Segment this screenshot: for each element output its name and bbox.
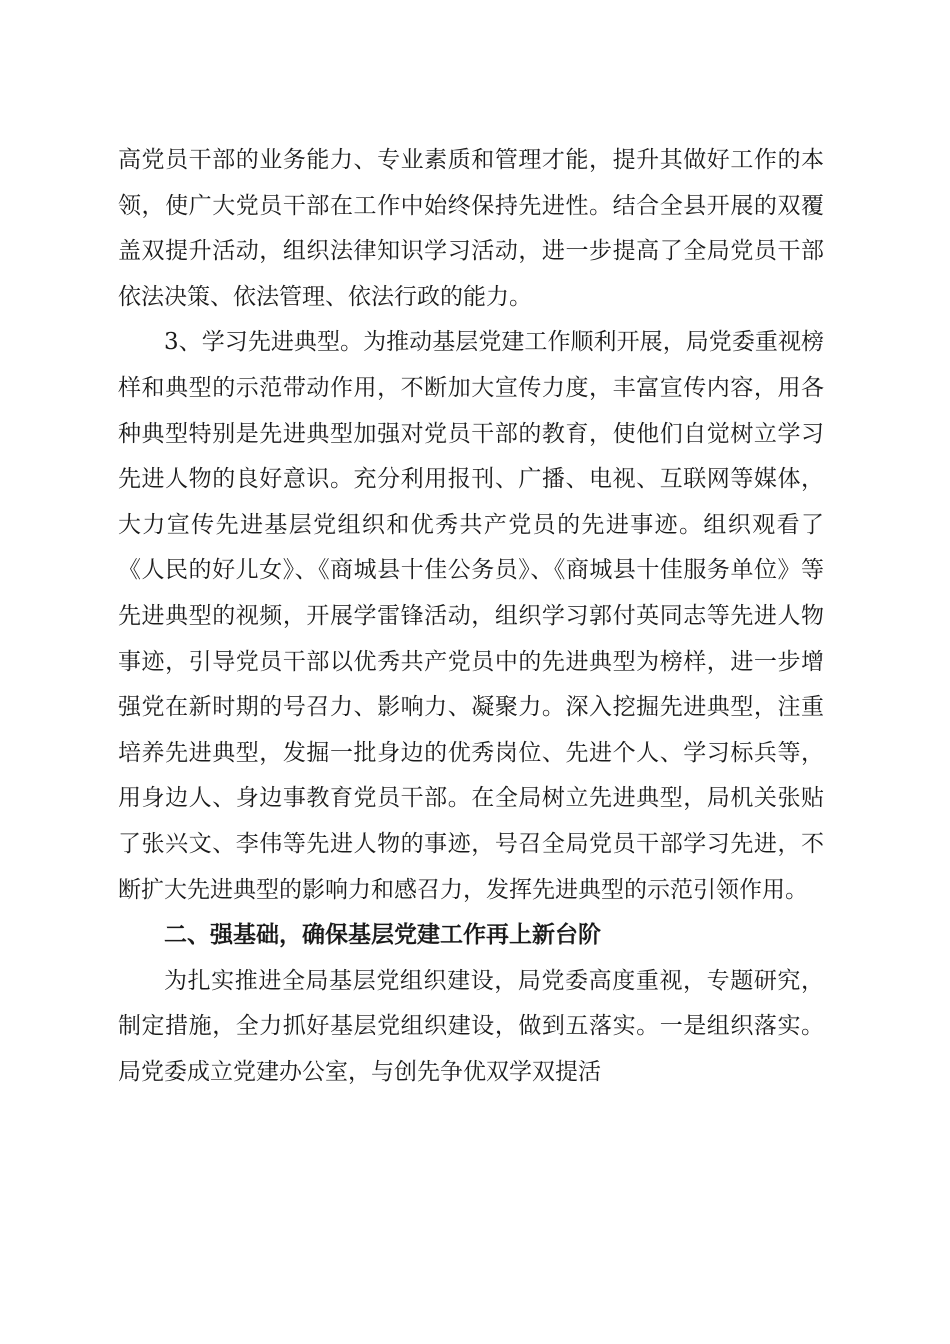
document-page (118, 138, 824, 1095)
paragraph-continued: 高党员干部的业务能力、专业素质和管理才能，提升其做好工作的本领，使广大党员干部在工作中始终保持先进性。结合全县开展的双覆盖双提升活动，组织法律知识学习活动，进一步提高了全局党员干部依法决策、依法管理、依法行政的能力。 (118, 147, 824, 310)
section-heading: 二、强基础，确保基层党建工作再上新台阶 (164, 922, 601, 949)
paragraph-section-two: 为扎实推进全局基层党组织建设，局党委高度重视，专题研究，制定措施，全力抓好基层党组织建设，做到五落实。一是组织落实。局党委成立党建办公室，与创先争优双学双提活 (118, 967, 824, 1085)
paragraph-learn-advanced-models: 3、学习先进典型。为推动基层党建工作顺利开展，局党委重视榜样和典型的示范带动作用，不断加大宣传力度，丰富宣传内容，用各种典型特别是先进典型加强对党员干部的教育，使他们自觉树立学习先进人物的良好意识。充分利用报刊、广播、电视、互联网等媒体，大力宣传先进基层党组织和优秀共产党员的先进事迹。组织观看了《人民的好儿女》、《商城县十佳公务员》、《商城县十佳服务单位》等先进典型的视频，开展学雷锋活动，组织学习郭付英同志等先进人物事迹，引导党员干部以优秀共产党员中的先进典型为榜样，进一步增强党在新时期的号召力、影响力、凝聚力。深入挖掘先进典型，注重培养先进典型，发掘一批身边的优秀岗位、先进个人、学习标兵等，用身边人、身边事教育党员干部。在全局树立先进典型，局机关张贴了张兴文、李伟等先进人物的事迹，号召全局党员干部学习先进，不断扩大先进典型的影响力和感召力，发挥先进典型的示范引领作用。 (118, 329, 824, 903)
